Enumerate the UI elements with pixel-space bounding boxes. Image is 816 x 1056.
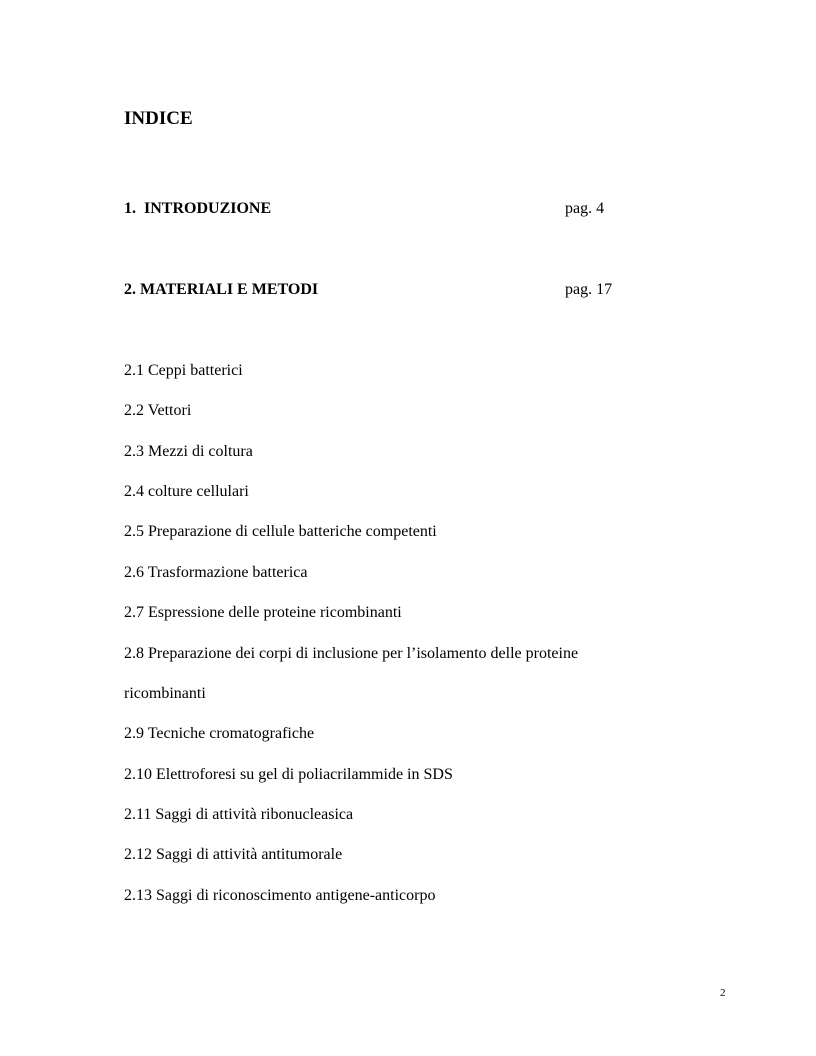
- index-title: INDICE: [124, 108, 193, 129]
- toc-section-2-4: 2.4 colture cellulari: [124, 483, 249, 500]
- toc-section-2-12: 2.12 Saggi di attività antitumorale: [124, 846, 343, 863]
- toc-section-2-11: 2.11 Saggi di attività ribonucleasica: [124, 806, 354, 823]
- toc-section-2-10: 2.10 Elettroforesi su gel di poliacrilammide in SDS: [124, 766, 453, 783]
- toc-section-2-6: 2.6 Trasformazione batterica: [124, 564, 308, 581]
- toc-section-2-2: 2.2 Vettori: [124, 402, 192, 419]
- toc-chapter-introduzione: [124, 199, 644, 219]
- toc-chapter-page: pag. 4: [565, 200, 605, 217]
- toc-section-2-3: 2.3 Mezzi di coltura: [124, 443, 253, 460]
- toc-section-2-8-continued: ricombinanti: [124, 685, 206, 702]
- toc-section-2-8: 2.8 Preparazione dei corpi di inclusione per l’isolamento delle proteine: [124, 645, 579, 662]
- toc-section-2-9: 2.9 Tecniche cromatografiche: [124, 725, 315, 742]
- toc-section-2-5: 2.5 Preparazione di cellule batteriche competenti: [124, 523, 437, 540]
- toc-chapter-materiali-metodi: [124, 280, 644, 300]
- toc-chapter-title: 1. INTRODUZIONE: [124, 200, 272, 217]
- toc-section-2-13: 2.13 Saggi di riconoscimento antigene-anticorpo: [124, 887, 436, 904]
- toc-section-2-7: 2.7 Espressione delle proteine ricombinanti: [124, 604, 402, 621]
- toc-chapter-title: 2. MATERIALI E METODI: [124, 281, 319, 298]
- toc-chapter-page: pag. 17: [565, 281, 613, 298]
- page-number: 2: [720, 987, 726, 999]
- toc-section-2-1: 2.1 Ceppi batterici: [124, 362, 243, 379]
